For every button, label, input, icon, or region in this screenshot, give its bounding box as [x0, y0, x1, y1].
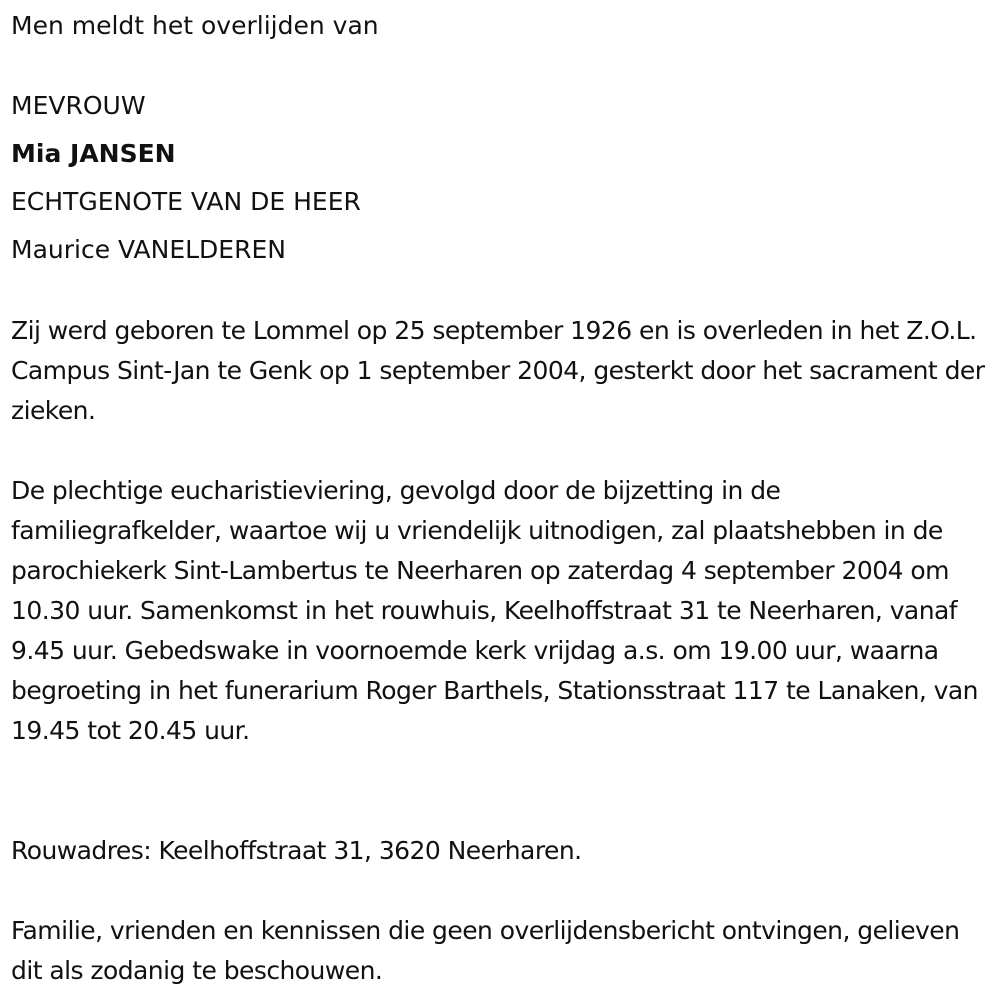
spouse-name: Maurice VANELDEREN: [11, 235, 286, 264]
closing-paragraph: Familie, vrienden en kennissen die geen overlijdensbericht ontvingen, gelieven dit als zodanig te beschouwen.: [11, 916, 960, 985]
address-paragraph: Rouwadres: Keelhoffstraat 31, 3620 Neerharen.: [11, 836, 582, 865]
deceased-name: Mia JANSEN: [11, 139, 176, 168]
intro-text: Men meldt het overlijden van: [11, 11, 379, 40]
birth-death-paragraph: Zij werd geboren te Lommel op 25 september 1926 en is overleden in het Z.O.L. Campus Sint-Jan te Genk op 1 september 2004, gesterkt door het sacrament der zieken.: [11, 316, 985, 425]
salutation: MEVROUW: [11, 91, 146, 120]
spouse-title: ECHTGENOTE VAN DE HEER: [11, 187, 361, 216]
ceremony-paragraph: De plechtige eucharistieviering, gevolgd door de bijzetting in de familiegrafkelder, waartoe wij u vriendelijk uitnodigen, zal plaatshebben in de parochiekerk Sint-Lambertus te Neerharen op zaterdag 4 september 2004 om 10.30 uur. Samenkomst in het rouwhuis, Keelhoffstraat 31 te Neerharen, vanaf 9.45 uur. Gebedswake in voornoemde kerk vrijdag a.s. om 19.00 uur, waarna begroeting in het funerarium Roger Barthels, Stationsstraat 117 te Lanaken, van 19.45 tot 20.45 uur.: [11, 476, 978, 745]
